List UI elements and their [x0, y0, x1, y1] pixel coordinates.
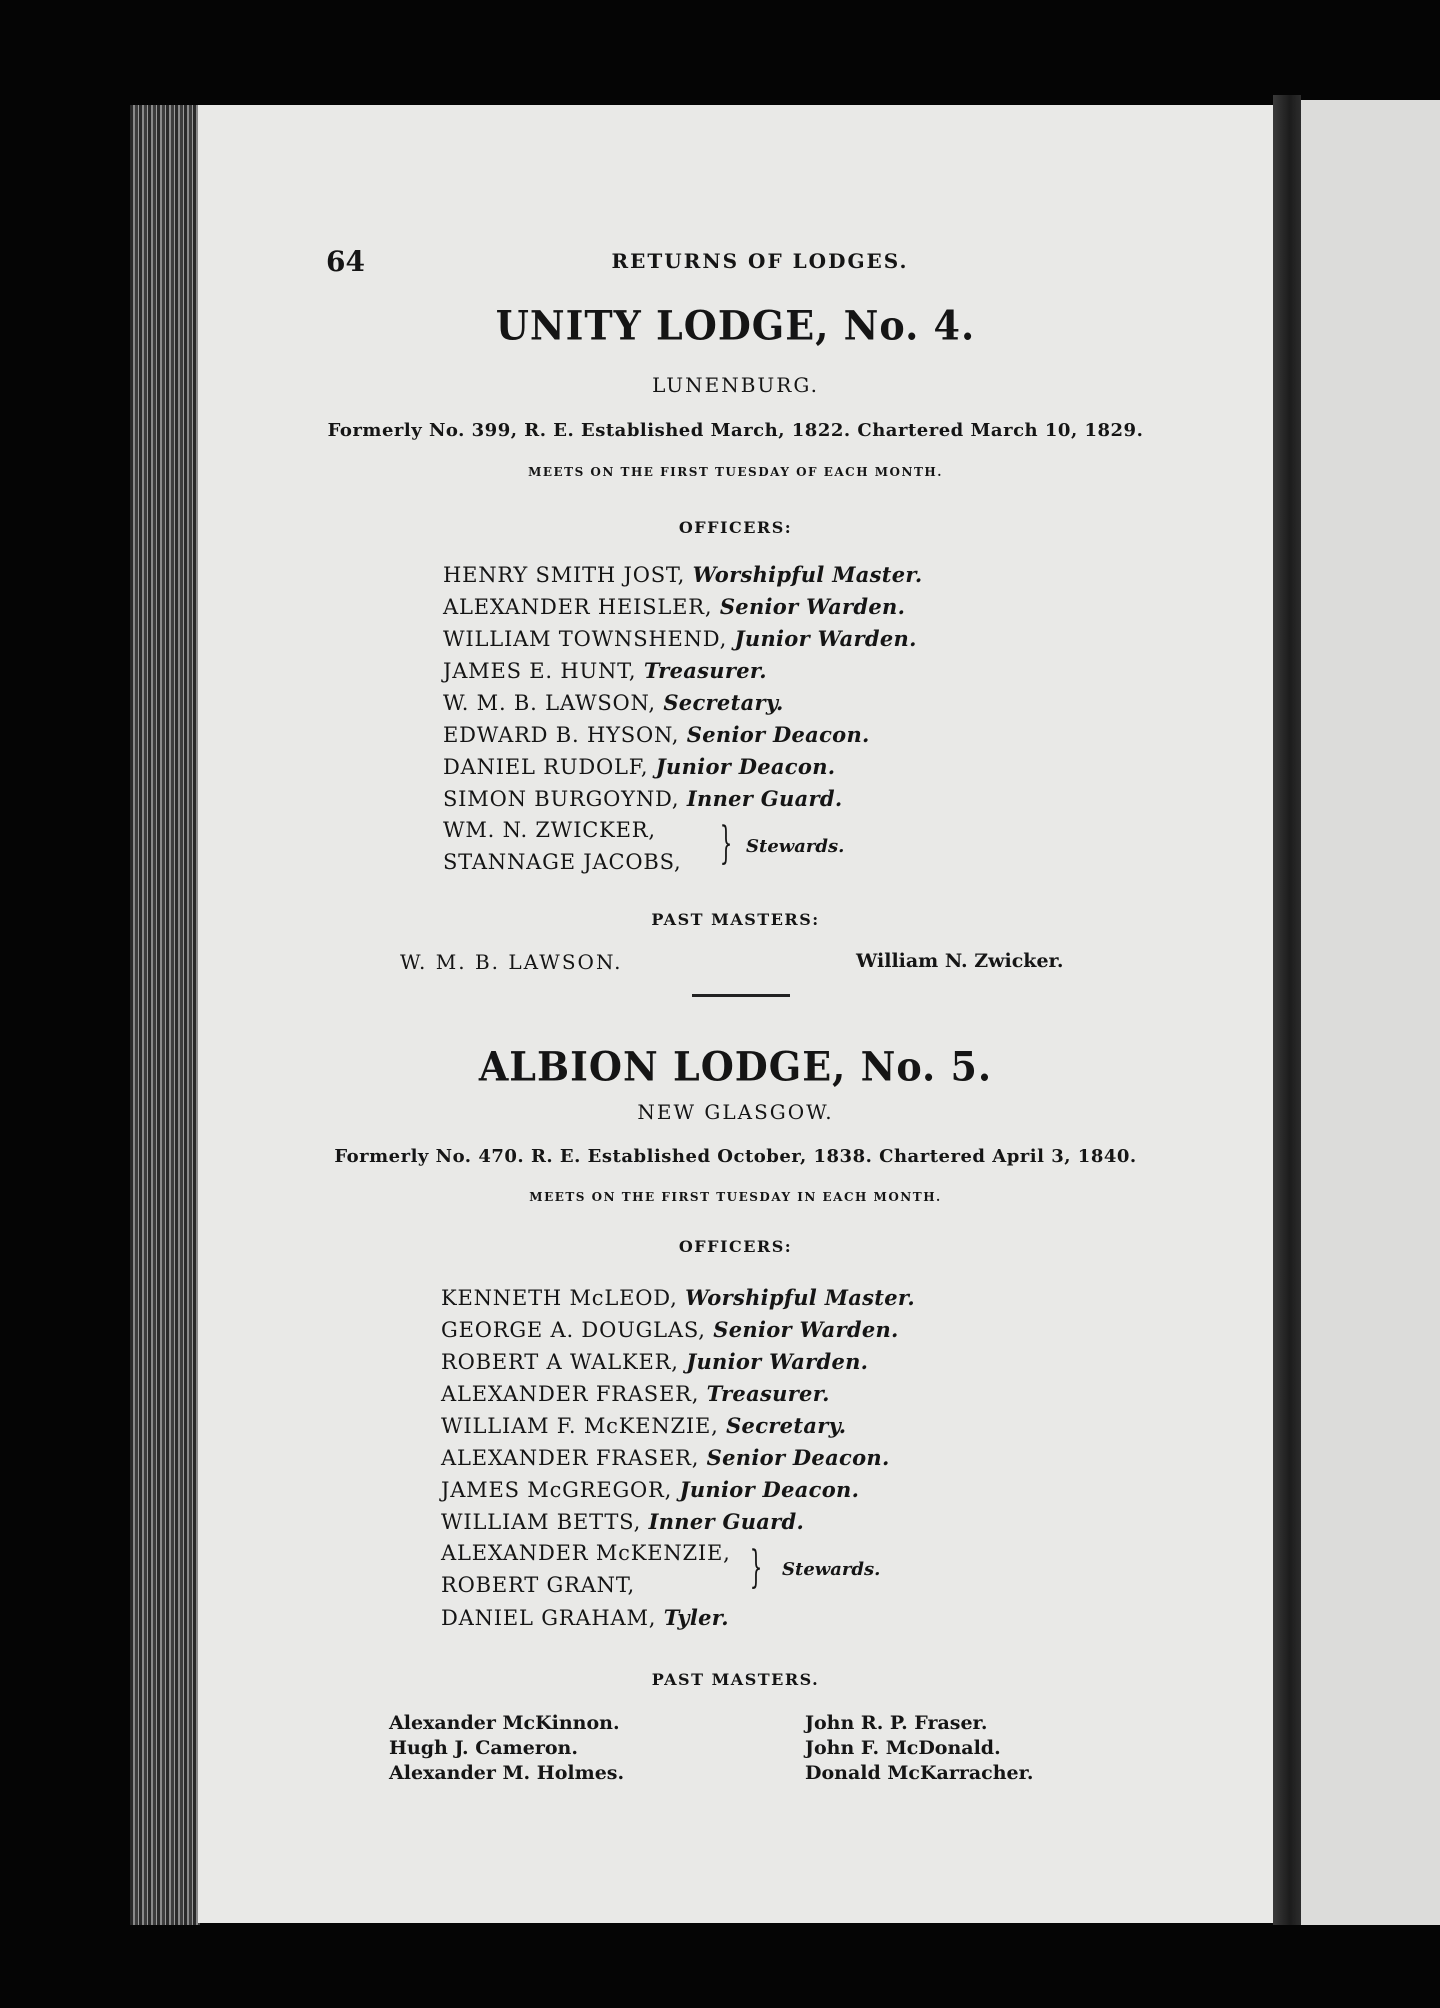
officer-row [443, 658, 767, 683]
past-master: Alexander McKinnon. [389, 1712, 620, 1734]
stewards-label: Stewards. [782, 1559, 881, 1580]
officers-heading: OFFICERS: [678, 1237, 793, 1256]
officer-row [443, 594, 905, 619]
officer-name: WILLIAM F. McKENZIE, [441, 1414, 719, 1438]
officer-role: Worshipful Master. [685, 1285, 915, 1310]
officer-role: Inner Guard. [686, 786, 843, 811]
officer-role: Junior Deacon. [679, 1477, 860, 1502]
officer-row [443, 626, 917, 651]
running-head [0, 245, 1440, 285]
officer-name: JAMES McGREGOR, [441, 1478, 673, 1502]
officer-name: DANIEL RUDOLF, [443, 755, 649, 779]
past-master: Hugh J. Cameron. [389, 1737, 578, 1759]
section-divider [692, 994, 790, 997]
lodge-charter: Formerly No. 399, R. E. Established March, 1822. Chartered March 10, 1829. [327, 420, 1144, 441]
steward-name: STANNAGE JACOBS, [443, 850, 682, 874]
lodge-charter: Formerly No. 470. R. E. Established October, 1838. Chartered April 3, 1840. [334, 1146, 1137, 1167]
officer-name: DANIEL GRAHAM, [441, 1606, 657, 1630]
officer-row [441, 1509, 804, 1534]
officer-row [443, 562, 922, 587]
stewards-brace: } [719, 818, 733, 869]
officer-name: GEORGE A. DOUGLAS, [441, 1318, 706, 1342]
officer-name: ROBERT A WALKER, [441, 1350, 679, 1374]
past-master: John F. McDonald. [805, 1737, 1001, 1759]
officer-name: ALEXANDER FRASER, [441, 1446, 700, 1470]
officer-row [443, 786, 842, 811]
officer-row [441, 1413, 846, 1438]
officer-role: Junior Warden. [686, 1349, 869, 1374]
lodge-title: ALBION LODGE, No. 5. [478, 1042, 993, 1091]
officer-name: KENNETH McLEOD, [441, 1286, 678, 1310]
officer-name: WILLIAM TOWNSHEND, [443, 627, 728, 651]
officer-name: HENRY SMITH JOST, [443, 563, 686, 587]
officer-row [443, 690, 784, 715]
past-master: Donald McKarracher. [805, 1762, 1034, 1784]
lodge-place: LUNENBURG. [652, 373, 819, 397]
officer-role: Worshipful Master. [692, 562, 923, 587]
past-master: W. M. B. LAWSON. [400, 950, 623, 974]
book-edge [130, 105, 200, 1925]
steward-name: WM. N. ZWICKER, [443, 818, 656, 842]
officer-row [443, 754, 835, 779]
officer-role: Treasurer. [706, 1381, 830, 1406]
officer-row [443, 722, 870, 747]
stewards-label: Stewards. [746, 836, 845, 857]
officers-heading: OFFICERS: [678, 518, 793, 537]
officer-role: Senior Warden. [719, 594, 906, 619]
lodge-meets: MEETS ON THE FIRST TUESDAY IN EACH MONTH. [529, 1190, 942, 1204]
officer-role: Secretary. [663, 690, 784, 715]
officer-role: Junior Warden. [734, 626, 917, 651]
officer-name: ALEXANDER HEISLER, [443, 595, 713, 619]
running-title: RETURNS OF LODGES. [611, 249, 909, 273]
officer-role: Senior Deacon. [706, 1445, 890, 1470]
book-spine [1273, 95, 1301, 1925]
officer-name: ALEXANDER FRASER, [441, 1382, 700, 1406]
steward-name: ALEXANDER McKENZIE, [441, 1541, 731, 1565]
officer-name: SIMON BURGOYND, [443, 787, 680, 811]
past-masters-heading: PAST MASTERS. [651, 1670, 820, 1689]
officer-row [441, 1605, 729, 1630]
officer-row [441, 1317, 899, 1342]
past-master: John R. P. Fraser. [805, 1712, 988, 1734]
steward-name: ROBERT GRANT, [441, 1573, 636, 1597]
officer-role: Treasurer. [643, 658, 767, 683]
officer-row [441, 1445, 890, 1470]
past-master: Alexander M. Holmes. [389, 1762, 625, 1784]
officer-name: WILLIAM BETTS, [441, 1510, 642, 1534]
officer-row [441, 1285, 915, 1310]
past-masters-heading: PAST MASTERS: [651, 910, 820, 929]
officer-role: Senior Deacon. [686, 722, 870, 747]
officer-role: Junior Deacon. [655, 754, 836, 779]
stewards-brace: } [749, 1542, 763, 1593]
lodge-title: UNITY LODGE, No. 4. [495, 301, 976, 350]
lodge-place: NEW GLASGOW. [637, 1100, 834, 1124]
officer-role: Secretary. [726, 1413, 847, 1438]
page-number: 64 [326, 245, 365, 278]
officer-name: JAMES E. HUNT, [443, 659, 637, 683]
officer-role: Senior Warden. [713, 1317, 899, 1342]
past-master: William N. Zwicker. [856, 950, 1064, 972]
officer-row [441, 1381, 830, 1406]
facing-page [1301, 100, 1440, 1925]
officer-role: Tyler. [663, 1605, 729, 1630]
officer-name: EDWARD B. HYSON, [443, 723, 680, 747]
officer-row [441, 1477, 859, 1502]
officer-row [441, 1349, 868, 1374]
lodge-meets: MEETS ON THE FIRST TUESDAY OF EACH MONTH. [528, 465, 943, 479]
officer-name: W. M. B. LAWSON, [443, 691, 656, 715]
officer-role: Inner Guard. [648, 1509, 805, 1534]
